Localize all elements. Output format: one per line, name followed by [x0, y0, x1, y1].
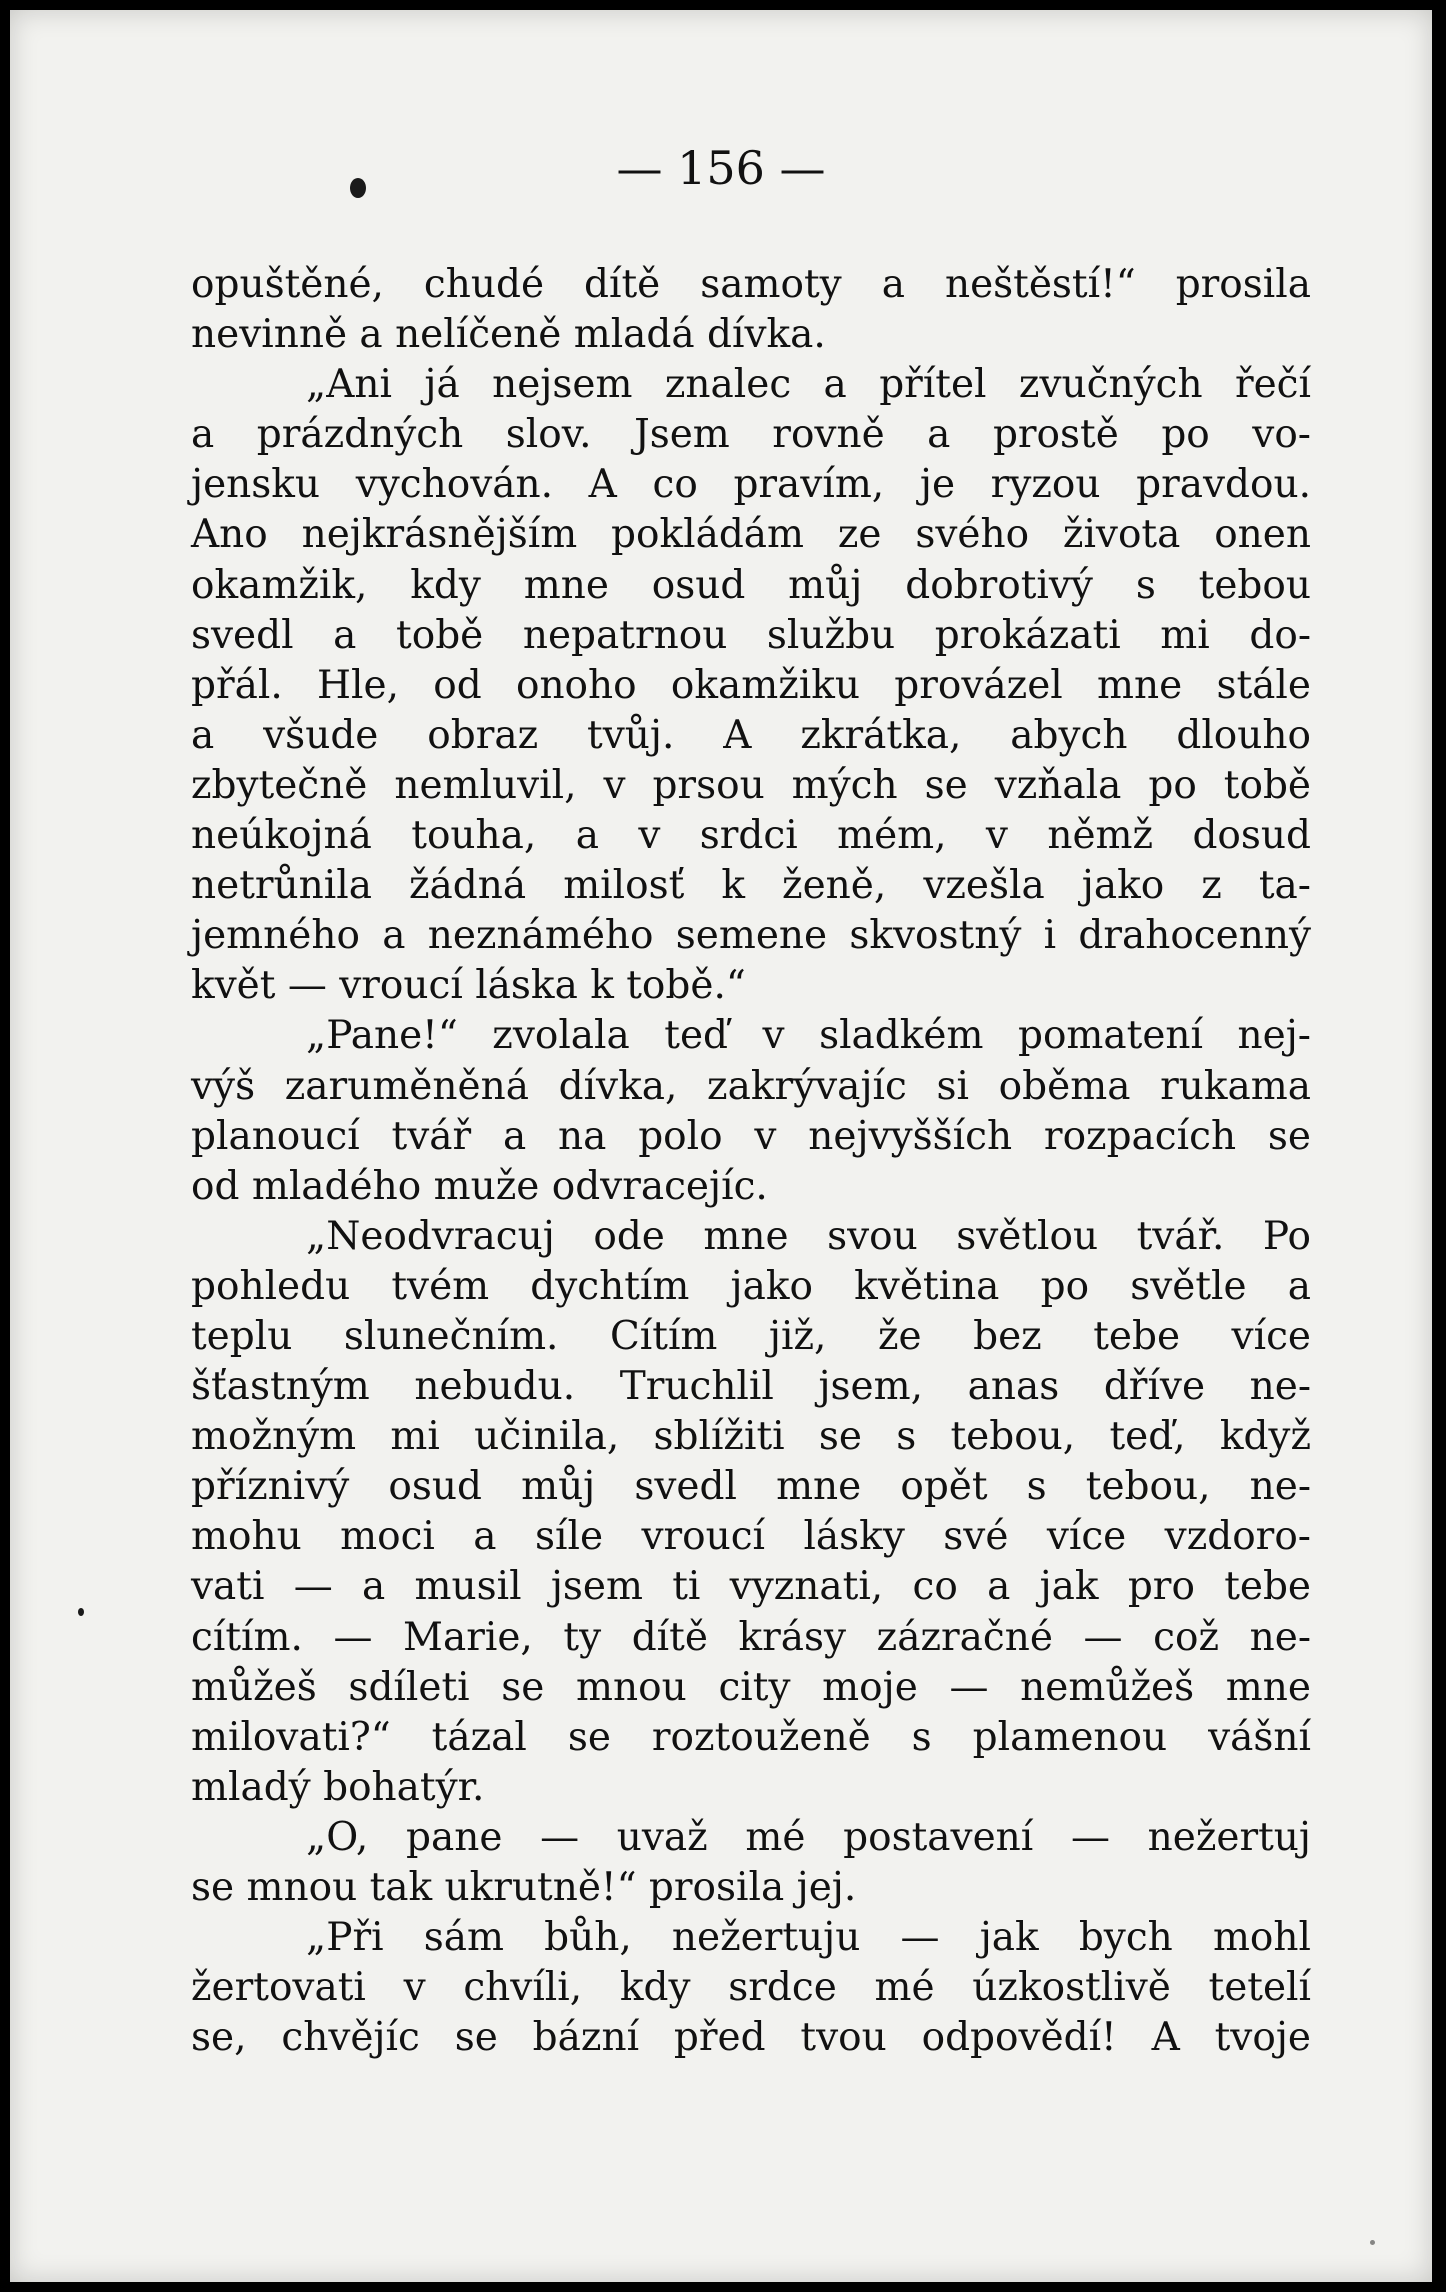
text-line: neúkojná touha, a v srdci mém, v němž dosud — [191, 813, 1311, 859]
text-line: mohu moci a síle vroucí lásky své více vzdoro- — [191, 1514, 1311, 1560]
text-line: přál. Hle, od onoho okamžiku provázel mne stále — [191, 662, 1311, 708]
ink-speck — [78, 1608, 84, 1616]
text-line: milovati?“ tázal se roztouženě s plamenou vášní — [191, 1714, 1311, 1760]
text-line: mladý bohatýr. — [191, 1764, 485, 1810]
text-line: „Ani já nejsem znalec a přítel zvučných řečí — [306, 362, 1311, 408]
text-line: pohledu tvém dychtím jako květina po světle a — [191, 1263, 1311, 1309]
text-line: nevinně a nelíčeně mladá dívka. — [191, 312, 826, 358]
text-line: žertovati v chvíli, kdy srdce mé úzkostlivě tetelí — [191, 1965, 1311, 2011]
text-line: „Při sám bůh, nežertuju — jak bych mohl — [306, 1915, 1311, 1961]
text-line: cítím. — Marie, ty dítě krásy zázračné — což ne- — [191, 1614, 1311, 1660]
text-line: okamžik, kdy mne osud můj dobrotivý s tebou — [191, 562, 1311, 608]
text-line: netrůnila žádná milosť k ženě, vzešla jako z ta- — [191, 863, 1311, 909]
text-line: svedl a tobě nepatrnou službu prokázati mi do- — [191, 612, 1311, 658]
text-line: šťastným nebudu. Truchlil jsem, anas dříve ne- — [191, 1364, 1311, 1410]
text-line: teplu slunečním. Cítím již, že bez tebe více — [191, 1313, 1311, 1359]
text-line: planoucí tvář a na polo v nejvyšších rozpacích se — [191, 1113, 1311, 1159]
text-line: jemného a neznámého semene skvostný i drahocenný — [191, 913, 1311, 959]
text-line: jensku vychován. A co pravím, je ryzou pravdou. — [191, 462, 1311, 508]
text-line: zbytečně nemluvil, v prsou mých se vzňala po tobě — [191, 762, 1311, 808]
text-line: příznivý osud můj svedl mne opět s tebou, ne- — [191, 1464, 1311, 1510]
text-line: a všude obraz tvůj. A zkrátka, abych dlouho — [191, 712, 1311, 758]
text-line: možným mi učinila, sblížiti se s tebou, teď, když — [191, 1414, 1311, 1460]
text-line: Ano nejkrásnějším pokládám ze svého života onen — [191, 512, 1311, 558]
book-page — [10, 10, 1432, 2282]
page-number: — 156 — — [616, 141, 826, 195]
text-line: „Neodvracuj ode mne svou světlou tvář. Po — [306, 1213, 1311, 1259]
text-line: vati — a musil jsem ti vyznati, co a jak pro tebe — [191, 1564, 1311, 1610]
text-line: se, chvějíc se bázní před tvou odpovědí! A tvoje — [191, 2015, 1311, 2061]
text-line: od mladého muže odvracejíc. — [191, 1163, 768, 1209]
text-line: výš zaruměněná dívka, zakrývajíc si oběma rukama — [191, 1063, 1311, 1109]
text-line: „O, pane — uvaž mé postavení — nežertuj — [306, 1814, 1311, 1860]
text-line: můžeš sdíleti se mnou city moje — nemůžeš mne — [191, 1664, 1311, 1710]
text-line: a prázdných slov. Jsem rovně a prostě po vo- — [191, 412, 1311, 458]
text-line: „Pane!“ zvolala teď v sladkém pomatení nej- — [306, 1013, 1311, 1059]
text-line: opuštěné, chudé dítě samoty a neštěstí!“ prosila — [191, 262, 1311, 307]
ink-speck — [1370, 2240, 1375, 2245]
body-text — [191, 260, 1311, 2063]
text-line: květ — vroucí láska k tobě.“ — [191, 963, 746, 1009]
text-line: se mnou tak ukrutně!“ prosila jej. — [191, 1865, 857, 1910]
